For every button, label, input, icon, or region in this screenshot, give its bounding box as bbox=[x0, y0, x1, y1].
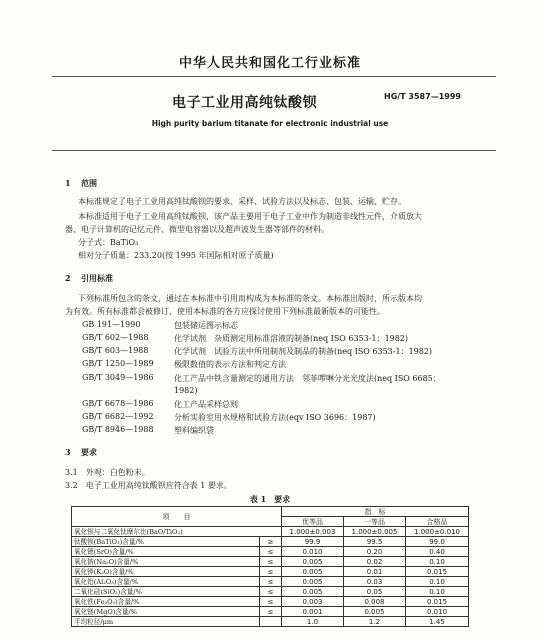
value-cell: 0.10 bbox=[406, 557, 469, 567]
item-cell: 氧化铁(Fe₂O₃)含量/% bbox=[72, 597, 260, 607]
value-cell: 0.10 bbox=[406, 587, 469, 597]
requirements-table bbox=[71, 506, 469, 627]
section-2-paragraph: 下列标准所包含的条文，通过在本标准中引用而构成为本标准的条文。本标准出版时，所示版本均 bbox=[78, 294, 422, 303]
value-cell: 1.45 bbox=[406, 617, 469, 627]
table-row bbox=[72, 557, 469, 567]
reference-code: GB/T 8946—1988 bbox=[82, 425, 154, 434]
table-row bbox=[72, 617, 469, 627]
value-cell: 99.9 bbox=[282, 537, 344, 547]
value-cell: 1.000±0.003 bbox=[282, 527, 344, 537]
reference-title: 极限数值的表示方法和判定方法 bbox=[174, 360, 286, 369]
value-cell: 1.000±0.010 bbox=[406, 527, 469, 537]
value-cell: 0.001 bbox=[282, 607, 344, 617]
standard-code: HG/T 3587—1999 bbox=[384, 92, 461, 101]
relation-cell: ≤ bbox=[260, 557, 282, 567]
value-cell: 1.0 bbox=[282, 617, 344, 627]
reference-code: GB/T 3049—1986 bbox=[82, 373, 154, 382]
value-cell: 0.10 bbox=[406, 577, 469, 587]
item-cell: 氧化钠(Na₂O)含量/% bbox=[72, 557, 260, 567]
section-1-heading bbox=[65, 178, 97, 189]
table-row bbox=[72, 537, 469, 547]
reference-code: GB/T 6678—1986 bbox=[82, 399, 154, 408]
section-number: 2 bbox=[65, 273, 71, 283]
item-cell: 氧化钡与二氧化钛摩尔比(BaO/TiO₂) bbox=[72, 527, 282, 537]
table-row bbox=[72, 597, 469, 607]
title-rule bbox=[52, 150, 496, 151]
value-cell: 99.0 bbox=[406, 537, 469, 547]
value-cell: 0.02 bbox=[344, 557, 406, 567]
section-2-paragraph: 为有效。所有标准都会被修订，使用本标准的各方应探讨使用下列标准最新版本的可能性。 bbox=[65, 307, 385, 316]
relation-cell: ≤ bbox=[260, 597, 282, 607]
value-cell: 99.5 bbox=[344, 537, 406, 547]
relation-cell: ≤ bbox=[260, 547, 282, 557]
relation-cell bbox=[260, 617, 282, 627]
molecular-formula: 分子式：BaTiO₃ bbox=[78, 238, 139, 247]
value-cell: 0.005 bbox=[282, 567, 344, 577]
reference-title: 化学试剂 试验方法中所用制剂及制品的制备(neq ISO 6353-1：1982) bbox=[174, 347, 433, 356]
section-1-paragraph: 本标准规定了电子工业用高纯钛酸钡的要求、采样、试验方法以及标志、包装、运输、贮存。 bbox=[78, 197, 406, 206]
table-row bbox=[72, 607, 469, 617]
section-1-paragraph: 本标准适用于电子工业用高纯钛酸钡，该产品主要用于电子工业中作为制造非线性元件，介质放大 bbox=[78, 212, 422, 221]
item-cell: 二氧化硅(SiO₂)含量/% bbox=[72, 587, 260, 597]
reference-title: 分析实验室用水规格和试验方法(eqv ISO 3696：1987) bbox=[174, 413, 376, 422]
document-title: 电子工业用高纯钛酸钡 bbox=[172, 95, 317, 111]
value-cell: 0.005 bbox=[282, 587, 344, 597]
table-row bbox=[72, 577, 469, 587]
table-row bbox=[72, 567, 469, 577]
column-header-index: 指 标 bbox=[282, 507, 469, 517]
reference-title: 化工产品采样总则 bbox=[174, 400, 238, 409]
column-header-grade: 一等品 bbox=[344, 517, 406, 527]
header-rule bbox=[52, 76, 496, 77]
value-cell: 0.003 bbox=[282, 597, 344, 607]
standard-org-title: 中华人民共和国化工行业标准 bbox=[178, 56, 361, 71]
item-cell: 氧化铝(Al₂O₃)含量/% bbox=[72, 577, 260, 587]
column-header-item: 项 目 bbox=[72, 507, 282, 527]
clause-3-2: 3.2 电子工业用高纯钛酸钡应符合表 1 要求。 bbox=[65, 481, 232, 490]
table-row bbox=[72, 527, 469, 537]
column-header-grade: 合格品 bbox=[406, 517, 469, 527]
value-cell: 0.05 bbox=[344, 587, 406, 597]
relation-cell: ≤ bbox=[260, 567, 282, 577]
section-number: 1 bbox=[65, 178, 71, 188]
reference-title: 化工产品中铁含量测定的通用方法 邻菲啰啉分光光度法(neq ISO 6685： bbox=[174, 374, 441, 383]
item-cell: 氧化锶(SrO)含量/% bbox=[72, 547, 260, 557]
table-caption: 表 1 要求 bbox=[249, 494, 291, 504]
table-row bbox=[72, 547, 469, 557]
molecular-mass: 相对分子质量：233.20(按 1995 年国际相对原子质量) bbox=[78, 251, 274, 260]
value-cell: 0.015 bbox=[406, 567, 469, 577]
value-cell: 0.03 bbox=[344, 577, 406, 587]
section-1-paragraph: 器、电子计算机的记忆元件、微型电容器以及超声波发生器等部件的材料。 bbox=[65, 225, 329, 234]
reference-title: 包装储运图示标志 bbox=[174, 321, 238, 330]
relation-cell: ≤ bbox=[260, 587, 282, 597]
section-2-heading bbox=[65, 273, 113, 284]
relation-cell: ≤ bbox=[260, 577, 282, 587]
reference-code: GB/T 602—1988 bbox=[82, 333, 149, 342]
value-cell: 0.010 bbox=[406, 607, 469, 617]
clause-3-1: 3.1 外观：白色粉末。 bbox=[65, 468, 150, 477]
value-cell: 0.015 bbox=[406, 597, 469, 607]
value-cell: 0.005 bbox=[344, 607, 406, 617]
item-cell: 平均粒径/μm bbox=[72, 617, 260, 627]
section-title: 范围 bbox=[81, 178, 97, 188]
reference-title: 塑料编织袋 bbox=[174, 426, 214, 435]
value-cell: 0.005 bbox=[282, 577, 344, 587]
section-title: 要求 bbox=[81, 447, 97, 457]
value-cell: 1.000±0.005 bbox=[344, 527, 406, 537]
reference-code: GB 191—1990 bbox=[82, 320, 141, 329]
section-number: 3 bbox=[65, 447, 71, 457]
value-cell: 0.008 bbox=[344, 597, 406, 607]
table-header-row bbox=[72, 507, 469, 517]
value-cell: 0.40 bbox=[406, 547, 469, 557]
value-cell: 0.010 bbox=[282, 547, 344, 557]
table-row bbox=[72, 587, 469, 597]
reference-code: GB/T 603—1988 bbox=[82, 346, 149, 355]
relation-cell: ≥ bbox=[260, 537, 282, 547]
section-3-heading bbox=[65, 447, 97, 458]
item-cell: 氧化镁(MgO)含量/% bbox=[72, 607, 260, 617]
value-cell: 0.005 bbox=[282, 557, 344, 567]
reference-code: GB/T 1250—1989 bbox=[82, 359, 154, 368]
relation-cell: ≤ bbox=[260, 607, 282, 617]
column-header-grade: 优等品 bbox=[282, 517, 344, 527]
document-subtitle: High purity barium titanate for electronic industrial use bbox=[151, 119, 389, 128]
value-cell: 1.2 bbox=[344, 617, 406, 627]
reference-title-continuation: 1982) bbox=[174, 386, 198, 395]
reference-title: 化学试剂 杂质测定用标准溶液的制备(neq ISO 6353-1：1982) bbox=[174, 334, 409, 343]
reference-code: GB/T 6682—1992 bbox=[82, 412, 154, 421]
item-cell: 钛酸钡(BaTiO₃)含量/% bbox=[72, 537, 260, 547]
value-cell: 0.01 bbox=[344, 567, 406, 577]
item-cell: 氧化钾(K₂O)含量/% bbox=[72, 567, 260, 577]
value-cell: 0.20 bbox=[344, 547, 406, 557]
section-title: 引用标准 bbox=[81, 273, 113, 283]
